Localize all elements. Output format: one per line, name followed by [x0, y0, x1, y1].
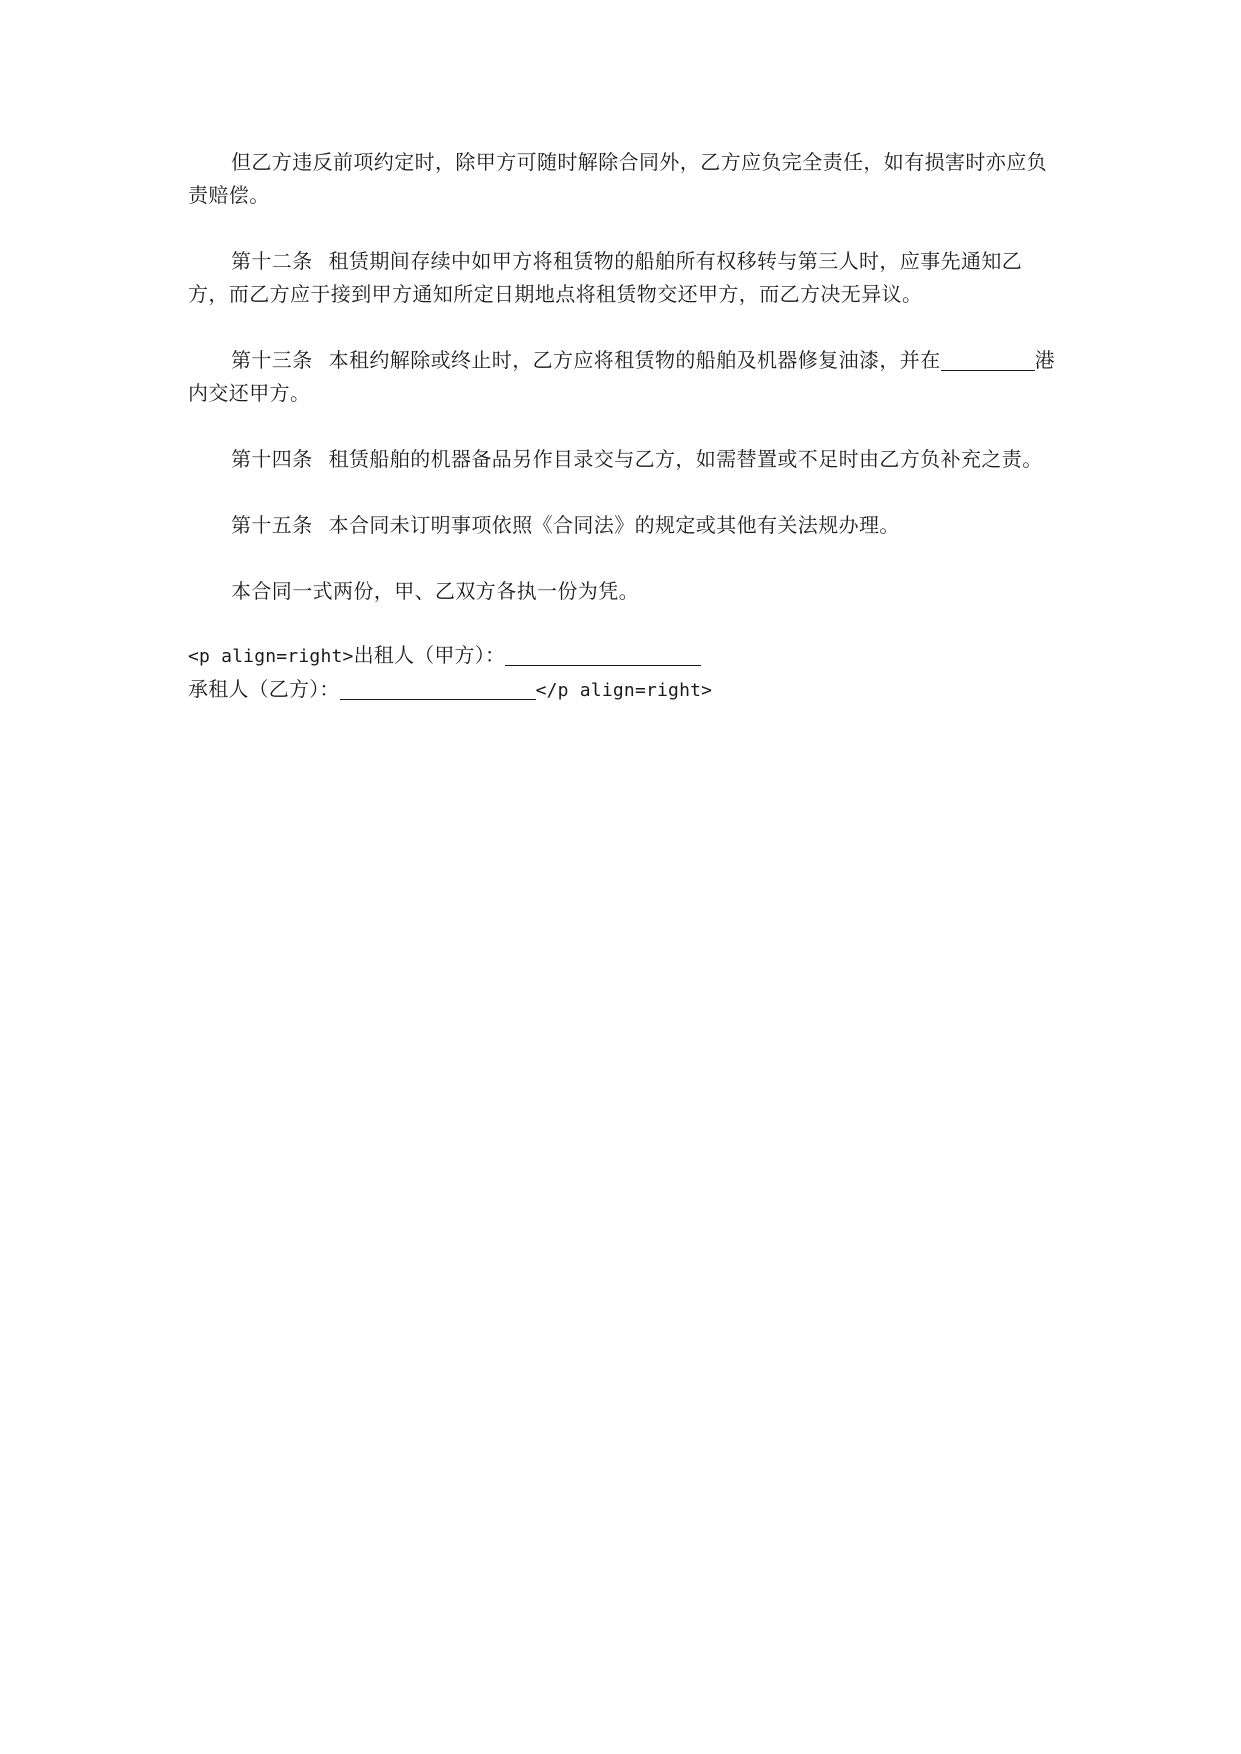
- article-12-text: 租赁期间存续中如甲方将租赁物的船舶所有权移转与第三人时，应事先通知乙方，而乙方应于接到甲方通知所定日期地点将租赁物交还甲方，而乙方决无异议。: [188, 249, 1023, 306]
- lessee-signature-blank[interactable]: [340, 677, 536, 700]
- port-blank-line-continued[interactable]: [1017, 348, 1035, 371]
- lessor-label: 出租人（甲方）：: [353, 643, 506, 667]
- article-13: [188, 344, 1058, 410]
- article-14: [188, 443, 1058, 476]
- article-12-label: 第十二条: [231, 249, 313, 273]
- lessee-signature-line: [188, 673, 1058, 707]
- lessor-signature-line: [188, 639, 1058, 673]
- port-blank-line[interactable]: [941, 348, 1017, 371]
- open-tag-text: <p align=right>: [188, 646, 354, 667]
- close-tag-text: </p align=right>: [535, 680, 713, 701]
- closing-paragraph: 本合同一式两份，甲、乙双方各执一份为凭。: [231, 579, 639, 603]
- article-14-label: 第十四条: [231, 447, 313, 471]
- lessor-signature-blank[interactable]: [505, 643, 701, 666]
- paragraph-breach-liability: 但乙方违反前项约定时，除甲方可随时解除合同外，乙方应负完全责任，如有损害时亦应负责赔偿。: [188, 150, 1047, 207]
- article-13-text-after: 港内交还甲方。: [188, 348, 1056, 405]
- lessee-label: 承租人（乙方）：: [188, 677, 340, 701]
- article-14-text: 租赁船舶的机器备品另作目录交与乙方，如需替置或不足时由乙方负补充之责。: [328, 447, 1043, 471]
- article-15-text: 本合同未订明事项依照《合同法》的规定或其他有关法规办理。: [328, 513, 900, 537]
- article-13-text-before: 本租约解除或终止时，乙方应将租赁物的船舶及机器修复油漆，并在: [328, 348, 941, 372]
- document-page: [188, 146, 1058, 707]
- article-13-label: 第十三条: [231, 348, 313, 372]
- article-12: [188, 245, 1058, 311]
- article-15: [188, 509, 1058, 542]
- article-15-label: 第十五条: [231, 513, 313, 537]
- signature-block: [188, 639, 1058, 707]
